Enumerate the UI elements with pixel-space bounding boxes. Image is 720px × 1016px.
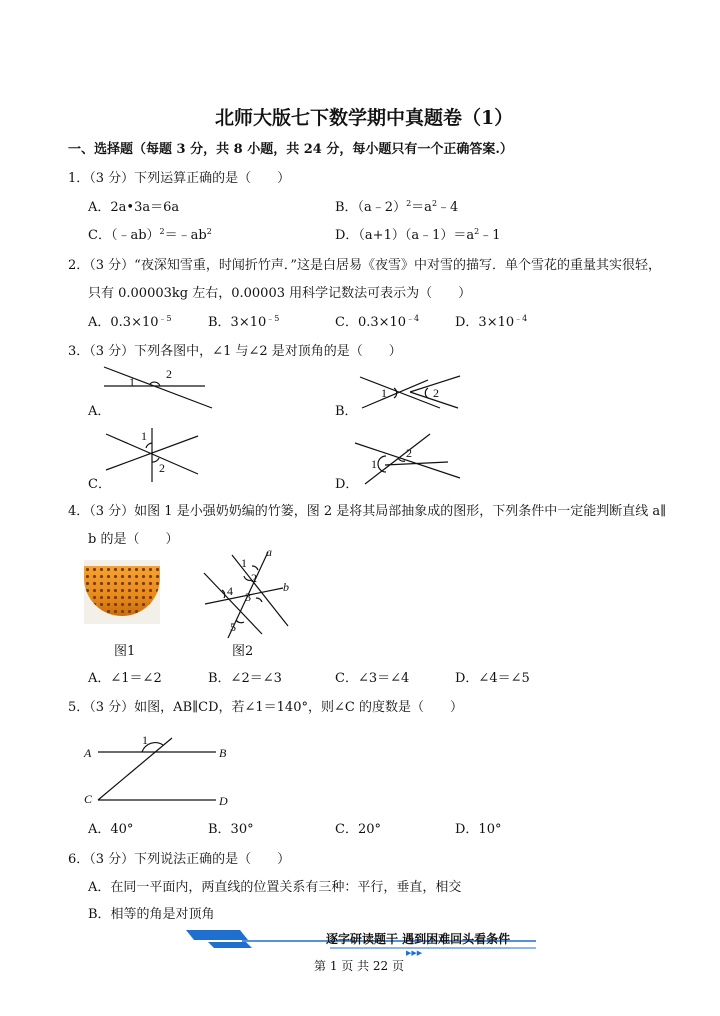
q5-option-b: B．30° bbox=[208, 822, 254, 837]
q4-num5: 5 bbox=[230, 620, 236, 634]
q2-stem-line2: 只有 0.00003kg 左右，0.00003 用科学记数法可表示为（ ） bbox=[88, 286, 472, 301]
q5-point-d: D bbox=[219, 794, 228, 808]
q5-point-c: C bbox=[84, 792, 93, 806]
q3b-num1: 1 bbox=[381, 386, 387, 400]
q4-stem-line1: 4．（3 分）如图 1 是小强奶奶编的竹篓，图 2 是将其局部抽象成的图形，下列条件中一定能判断直线 a∥ bbox=[68, 504, 667, 519]
q3-label-c: C． bbox=[88, 477, 111, 492]
q4-label-a: a bbox=[266, 545, 272, 559]
q4-arc5 bbox=[236, 620, 244, 623]
q4-num4: 4 bbox=[227, 584, 233, 598]
q4-arc3 bbox=[256, 598, 262, 602]
q3c-arc1 bbox=[146, 443, 152, 448]
q1-stem: 1．（3 分）下列运算正确的是（ ） bbox=[68, 171, 291, 186]
q3-label-d: D． bbox=[335, 477, 359, 492]
q3c-arc2 bbox=[152, 458, 159, 462]
q1-option-c: C．$(﹣ab)^2=﹣ab^2$ bbox=[88, 227, 212, 243]
q3d-num1: 1 bbox=[371, 457, 377, 471]
q5-point-b: B bbox=[219, 746, 227, 760]
q2-option-b: B．$3\times 10^{﹣5}$ bbox=[208, 314, 280, 330]
q3-label-b: B． bbox=[335, 404, 358, 419]
basket-photo bbox=[84, 560, 160, 624]
footer-stripe-1 bbox=[186, 930, 248, 940]
q1-option-d: D．$(a+1)(a﹣1)=a^2﹣1$ bbox=[335, 227, 501, 243]
q4-label-b: b bbox=[283, 580, 289, 594]
footer-slogan: 逐字研读题干 遇到困难回头看条件 bbox=[326, 932, 511, 946]
q1-option-b: B．$(a﹣2)^2=a^2﹣4$ bbox=[335, 199, 459, 215]
q2-option-a: A．$0.3\times 10^{﹣5}$ bbox=[88, 314, 172, 330]
q3d-num2: 2 bbox=[406, 446, 412, 460]
q3b-line2 bbox=[362, 380, 428, 408]
q3d-line3 bbox=[385, 462, 448, 465]
q5-option-d: D．10° bbox=[455, 822, 502, 837]
q5-option-c: C．20° bbox=[335, 822, 381, 837]
q5-num1: 1 bbox=[142, 733, 148, 747]
q4-fig2-caption: 图2 bbox=[232, 644, 254, 659]
q4-num1: 1 bbox=[241, 556, 247, 570]
q4-option-b: B．∠2＝∠3 bbox=[208, 671, 282, 686]
q3a-num1: 1 bbox=[129, 375, 135, 389]
q4-line-b bbox=[205, 588, 283, 604]
q3b-arc2 bbox=[425, 388, 428, 398]
q4-stem-line2: b 的是（ ） bbox=[88, 532, 179, 547]
q3c-num2: 2 bbox=[159, 461, 165, 475]
q4-fig1-caption: 图1 bbox=[114, 644, 136, 659]
q3a-line2 bbox=[104, 367, 212, 408]
q3b-num2: 2 bbox=[433, 386, 439, 400]
page-number: 第 1 页 共 22 页 bbox=[314, 959, 404, 973]
q6-option-a: A．在同一平面内，两直线的位置关系有三种：平行，垂直，相交 bbox=[88, 880, 462, 895]
q2-option-d: D．$3\times 10^{﹣4}$ bbox=[455, 314, 528, 330]
q3-stem: 3．（3 分）下列各图中，∠1 与∠2 是对顶角的是（ ） bbox=[68, 344, 402, 359]
q5-transversal bbox=[98, 738, 172, 800]
footer-stripe-2 bbox=[208, 942, 252, 948]
q4-num3: 3 bbox=[245, 590, 251, 604]
page-title: 北师大版七下数学期中真题卷（1） bbox=[215, 107, 514, 129]
section-heading: 一、选择题（每题 3 分，共 8 小题，共 24 分，每小题只有一个正确答案.） bbox=[68, 142, 513, 157]
q1-option-a: A．2a•3a＝6a bbox=[88, 200, 180, 215]
q5-point-a: A bbox=[84, 746, 92, 760]
q4-num2: 2 bbox=[251, 571, 257, 585]
q6-stem: 6．（3 分）下列说法正确的是（ ） bbox=[68, 852, 291, 867]
q2-option-c: C．$0.3\times 10^{﹣4}$ bbox=[335, 314, 420, 330]
q3-label-a: A． bbox=[88, 404, 111, 419]
q4-option-c: C．∠3＝∠4 bbox=[335, 671, 410, 686]
q3b-arc1 bbox=[394, 388, 397, 398]
q3d-arc1 bbox=[378, 456, 386, 472]
footer-arrows-icon: ▶▶▶ bbox=[406, 949, 423, 957]
q4-arc1 bbox=[252, 566, 258, 570]
q4-option-d: D．∠4＝∠5 bbox=[455, 671, 530, 686]
q4-option-a: A．∠1＝∠2 bbox=[88, 671, 162, 686]
q3c-num1: 1 bbox=[141, 429, 147, 443]
q5-stem: 5．（3 分）如图，AB∥CD，若∠1＝140°，则∠C 的度数是（ ） bbox=[68, 700, 463, 715]
q6-option-b: B．相等的角是对顶角 bbox=[88, 907, 215, 922]
q5-option-a: A．40° bbox=[88, 822, 134, 837]
q3a-num2: 2 bbox=[166, 367, 172, 381]
q2-stem-line1: 2．（3 分）“夜深知雪重，时闻折竹声．”这是白居易《夜雪》中对雪的描写．单个雪花的重量其实很轻， bbox=[68, 258, 661, 273]
